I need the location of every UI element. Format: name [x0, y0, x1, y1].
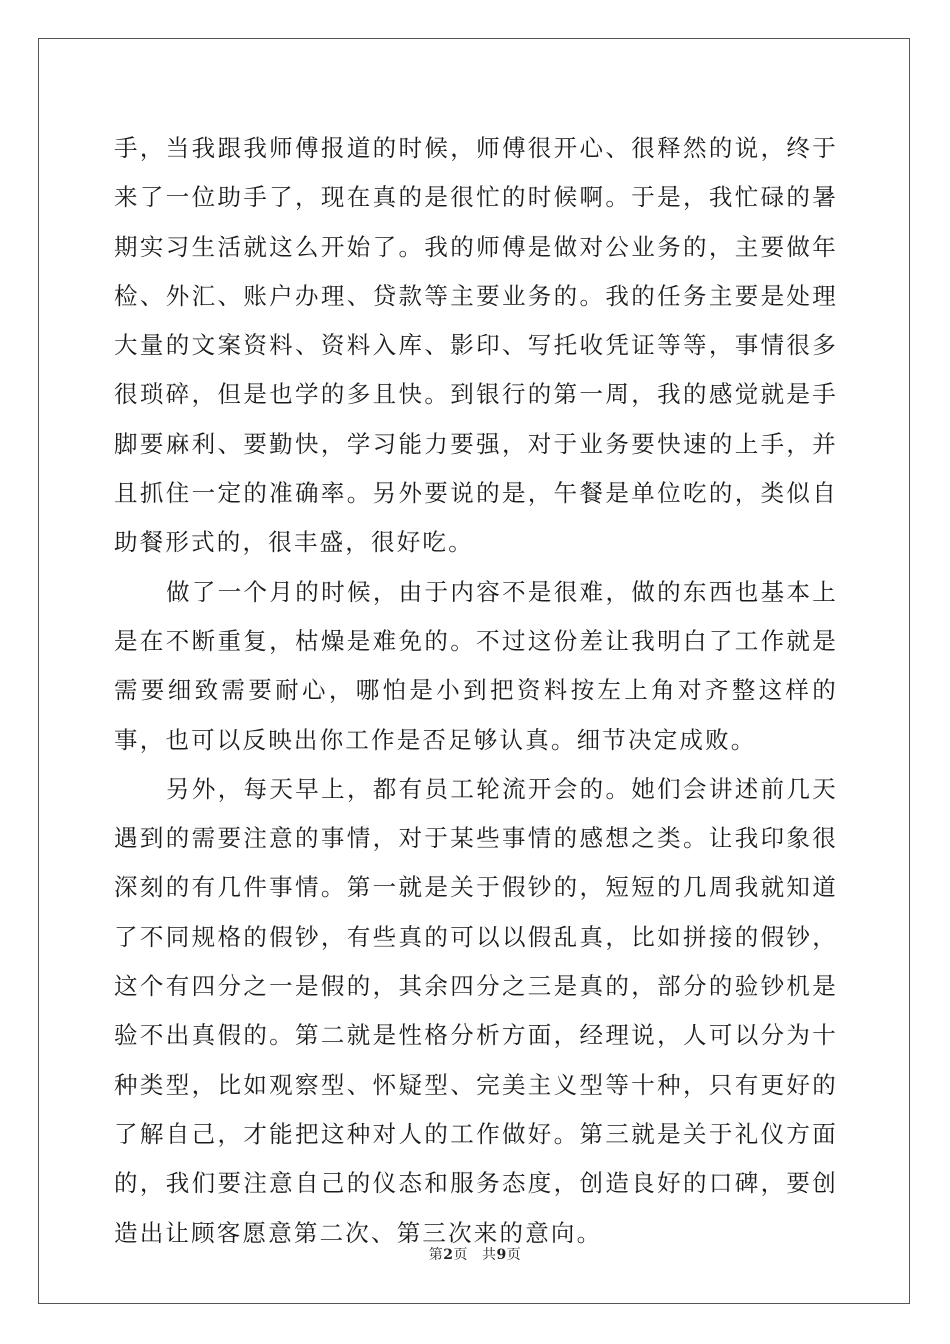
page-number-label	[429, 1247, 468, 1263]
total-prefix: 共	[482, 1247, 497, 1263]
page-suffix: 页	[453, 1247, 468, 1263]
current-page-number: 2	[443, 1247, 454, 1263]
total-suffix: 页	[506, 1247, 522, 1263]
document-body	[114, 124, 838, 1258]
paragraph-1: 手，当我跟我师傅报道的时候，师傅很开心、很释然的说，终于来了一位助手了，现在真的是很忙的时候啊。于是，我忙碌的暑期实习生活就这么开始了。我的师傅是做对公业务的，主要做年检、外汇、账户办理、贷款等主要业务的。我的任务主要是处理大量的文案资料、资料入库、影印、写托收凭证等等，事情很多很琐碎，但是也学的多且快。到银行的第一周，我的感觉就是手脚要麻利、要勤快，学习能力要强，对于业务要快速的上手，并且抓住一定的准确率。另外要说的是，午餐是单位吃的，类似自助餐形式的，很丰盛，很好吃。	[114, 134, 838, 557]
page-footer	[0, 1246, 950, 1264]
total-page-count: 9	[496, 1247, 507, 1263]
paragraph-3: 另外，每天早上，都有员工轮流开会的。她们会讲述前几天遇到的需要注意的事情，对于某些事情的感想之类。让我印象很深刻的有几件事情。第一就是关于假钞的，短短的几周我就知道了不同规格的假钞，有些真的可以以假乱真，比如拼接的假钞，这个有四分之一是假的，其余四分之三是真的，部分的验钞机是验不出真假的。第二就是性格分析方面，经理说，人可以分为十种类型，比如观察型、怀疑型、完美主义型等十种，只有更好的了解自己，才能把这种对人的工作做好。第三就是关于礼仪方面的，我们要注意自己的仪态和服务态度，创造良好的口碑，要创造出让顾客愿意第二次、第三次来的意向。	[114, 774, 838, 1247]
total-pages-label	[482, 1247, 521, 1263]
paragraph-2: 做了一个月的时候，由于内容不是很难，做的东西也基本上是在不断重复，枯燥是难免的。不过这份差让我明白了工作就是需要细致需要耐心，哪怕是小到把资料按左上角对齐整这样的事，也可以反映出你工作是否足够认真。细节决定成败。	[114, 577, 838, 754]
page-prefix: 第	[428, 1247, 444, 1263]
